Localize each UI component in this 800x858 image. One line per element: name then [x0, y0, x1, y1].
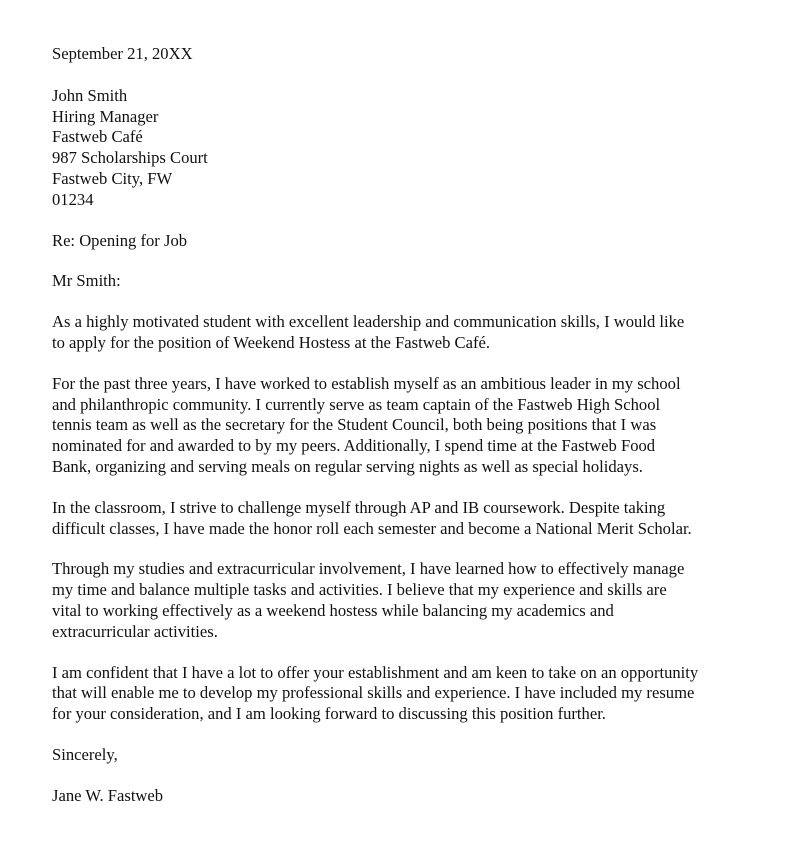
recipient-city: Fastweb City, FW — [52, 168, 173, 188]
signature-name: Jane W. Fastweb — [52, 785, 164, 805]
paragraph-conclusion — [52, 663, 774, 725]
recipient-zip: 01234 — [52, 189, 94, 209]
signature — [52, 786, 774, 807]
recipient-address — [52, 86, 774, 211]
paragraph-academics — [52, 498, 774, 540]
paragraph-line: Through my studies and extracurricular involvement, I have learned how to effectively manage — [52, 559, 685, 579]
cover-letter — [52, 44, 774, 807]
paragraph-line: I am confident that I have a lot to offer your establishment and am keen to take on an opportunity — [52, 662, 699, 682]
paragraph-intro — [52, 312, 774, 354]
paragraph-leadership — [52, 374, 774, 478]
paragraph-line: tennis team as well as the secretary for the Student Council, both being positions that I was — [52, 415, 657, 435]
paragraph-line: my time and balance multiple tasks and activities. I believe that my experience and skills are — [52, 580, 667, 600]
date-text: September 21, 20XX — [52, 44, 193, 63]
paragraph-line: to apply for the position of Weekend Hostess at the Fastweb Café. — [52, 332, 490, 352]
paragraph-line: Bank, organizing and serving meals on regular serving nights as well as special holidays. — [52, 456, 643, 476]
paragraph-line: extracurricular activities. — [52, 621, 218, 641]
paragraph-skills — [52, 559, 774, 642]
paragraph-line: As a highly motivated student with excellent leadership and communication skills, I would like — [52, 312, 685, 332]
paragraph-line: that will enable me to develop my professional skills and experience. I have included my resume — [52, 683, 695, 703]
salutation — [52, 271, 774, 292]
letter-date — [52, 44, 774, 65]
paragraph-line: for your consideration, and I am looking forward to discussing this position further. — [52, 704, 606, 724]
recipient-street: 987 Scholarships Court — [52, 148, 208, 168]
subject-text: Re: Opening for Job — [52, 230, 188, 250]
recipient-company: Fastweb Café — [52, 127, 143, 147]
paragraph-line: vital to working effectively as a weekend hostess while balancing my academics and — [52, 600, 614, 620]
closing — [52, 745, 774, 766]
recipient-name: John Smith — [52, 85, 128, 105]
paragraph-line: nominated for and awarded to by my peers. Additionally, I spend time at the Fastweb Food — [52, 436, 656, 456]
paragraph-line: In the classroom, I strive to challenge myself through AP and IB coursework. Despite taking — [52, 497, 666, 517]
closing-text: Sincerely, — [52, 744, 118, 764]
salutation-text: Mr Smith: — [52, 271, 121, 291]
paragraph-line: For the past three years, I have worked to establish myself as an ambitious leader in my school — [52, 373, 681, 393]
paragraph-line: and philanthropic community. I currently serve as team captain of the Fastweb High School — [52, 394, 661, 414]
subject-line — [52, 231, 774, 252]
recipient-title: Hiring Manager — [52, 106, 159, 126]
paragraph-line: difficult classes, I have made the honor roll each semester and become a National Merit Scholar. — [52, 518, 692, 538]
